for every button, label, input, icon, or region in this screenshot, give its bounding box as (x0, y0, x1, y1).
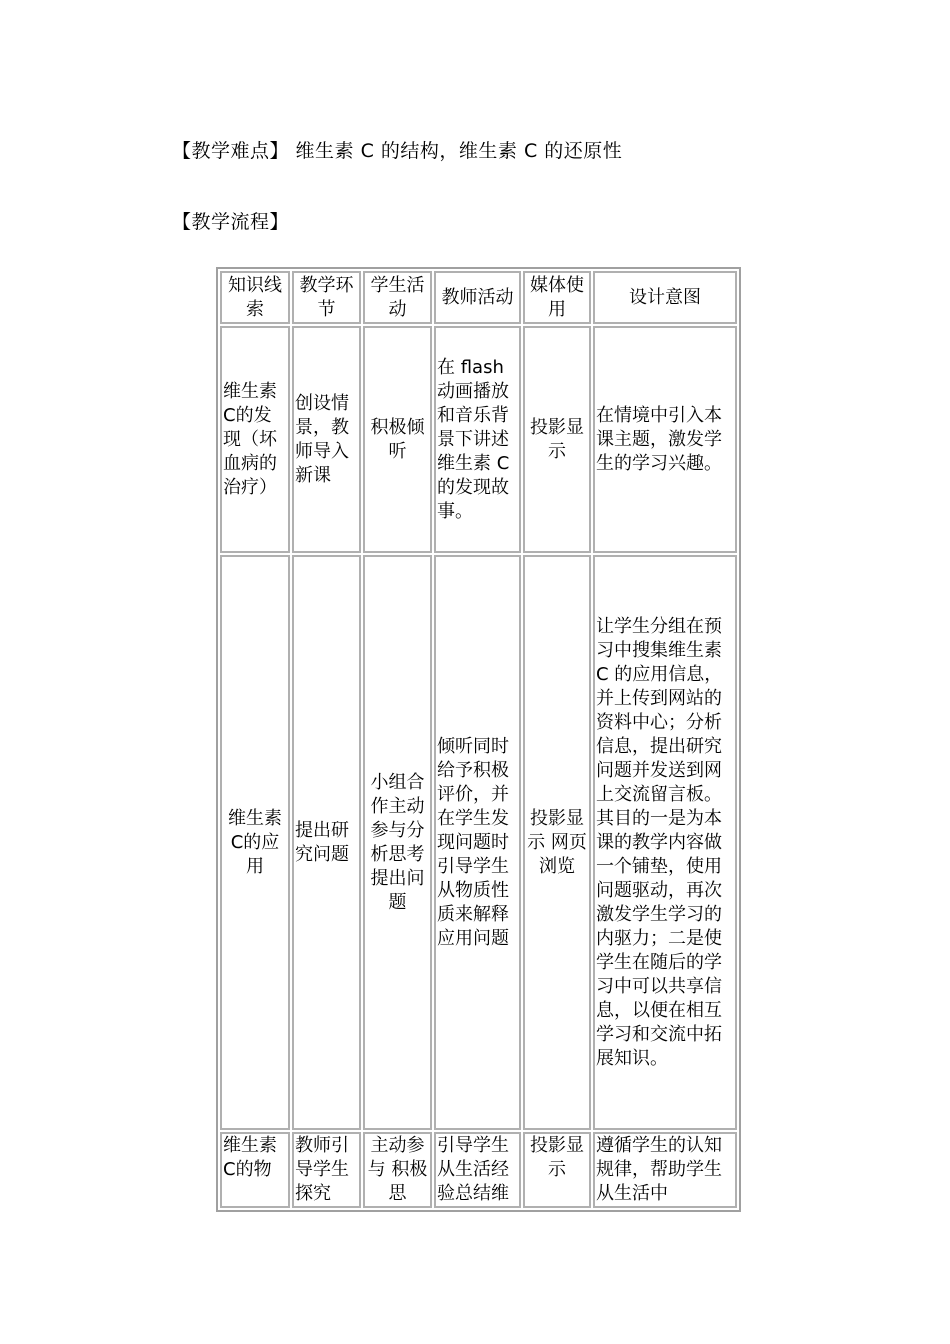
cell-knowledge-clue: 维生素C的应用 (220, 555, 290, 1130)
cell-teacher-activity: 在 flash 动画播放和音乐背景下讲述维生素 C 的发现故事。 (434, 326, 521, 553)
cell-teaching-stage: 创设情景，教师导入新课 (292, 326, 361, 553)
cell-design-intent: 遵循学生的认知规律，帮助学生从生活中 (593, 1132, 737, 1208)
difficulty-label: 【教学难点】 (172, 140, 290, 162)
cell-media-use: 投影显示 (523, 1132, 591, 1208)
cell-design-intent: 让学生分组在预习中搜集维生素 C 的应用信息，并上传到网站的资料中心；分析信息，提出研究问题并发送到网上交流留言板。其目的一是为本课的教学内容做一个铺垫，使用问题驱动，再次激发学生学习的内驱力；二是使学生在随后的学习中可以共享信息，以便在相互学习和交流中拓展知识。 (593, 555, 737, 1130)
cell-design-intent: 在情境中引入本课主题，激发学生的学习兴趣。 (593, 326, 737, 553)
cell-teaching-stage: 提出研究问题 (292, 555, 361, 1130)
cell-teaching-stage: 教师引导学生探究 (292, 1132, 361, 1208)
header-design-intent: 设计意图 (593, 271, 737, 324)
cell-student-activity: 积极倾听 (363, 326, 432, 553)
header-student-activity: 学生活动 (363, 271, 432, 324)
teaching-difficulty (172, 136, 622, 163)
header-media-use: 媒体使用 (523, 271, 591, 324)
cell-teacher-activity: 倾听同时给予积极评价，并在学生发现问题时引导学生从物质性质来解释应用问题 (434, 555, 521, 1130)
teaching-flow-table (216, 267, 741, 1212)
cell-student-activity: 小组合作主动参与分析思考提出问题 (363, 555, 432, 1130)
header-teaching-stage: 教学环节 (292, 271, 361, 324)
table-row (220, 555, 737, 1130)
cell-media-use: 投影显示 网页浏览 (523, 555, 591, 1130)
cell-knowledge-clue: 维生素C的物 (220, 1132, 290, 1208)
table-header-row (220, 271, 737, 324)
cell-knowledge-clue: 维生素C的发现（坏血病的治疗） (220, 326, 290, 553)
cell-student-activity: 主动参与 积极思 (363, 1132, 432, 1208)
difficulty-text: 维生素 C 的结构，维生素 C 的还原性 (289, 140, 623, 162)
header-knowledge-clue: 知识线索 (220, 271, 290, 324)
table-row (220, 326, 737, 553)
teaching-flow-heading: 【教学流程】 (172, 211, 290, 233)
cell-teacher-activity: 引导学生从生活经验总结维 (434, 1132, 521, 1208)
cell-media-use: 投影显示 (523, 326, 591, 553)
table-row (220, 1132, 737, 1208)
header-teacher-activity: 教师活动 (434, 271, 521, 324)
